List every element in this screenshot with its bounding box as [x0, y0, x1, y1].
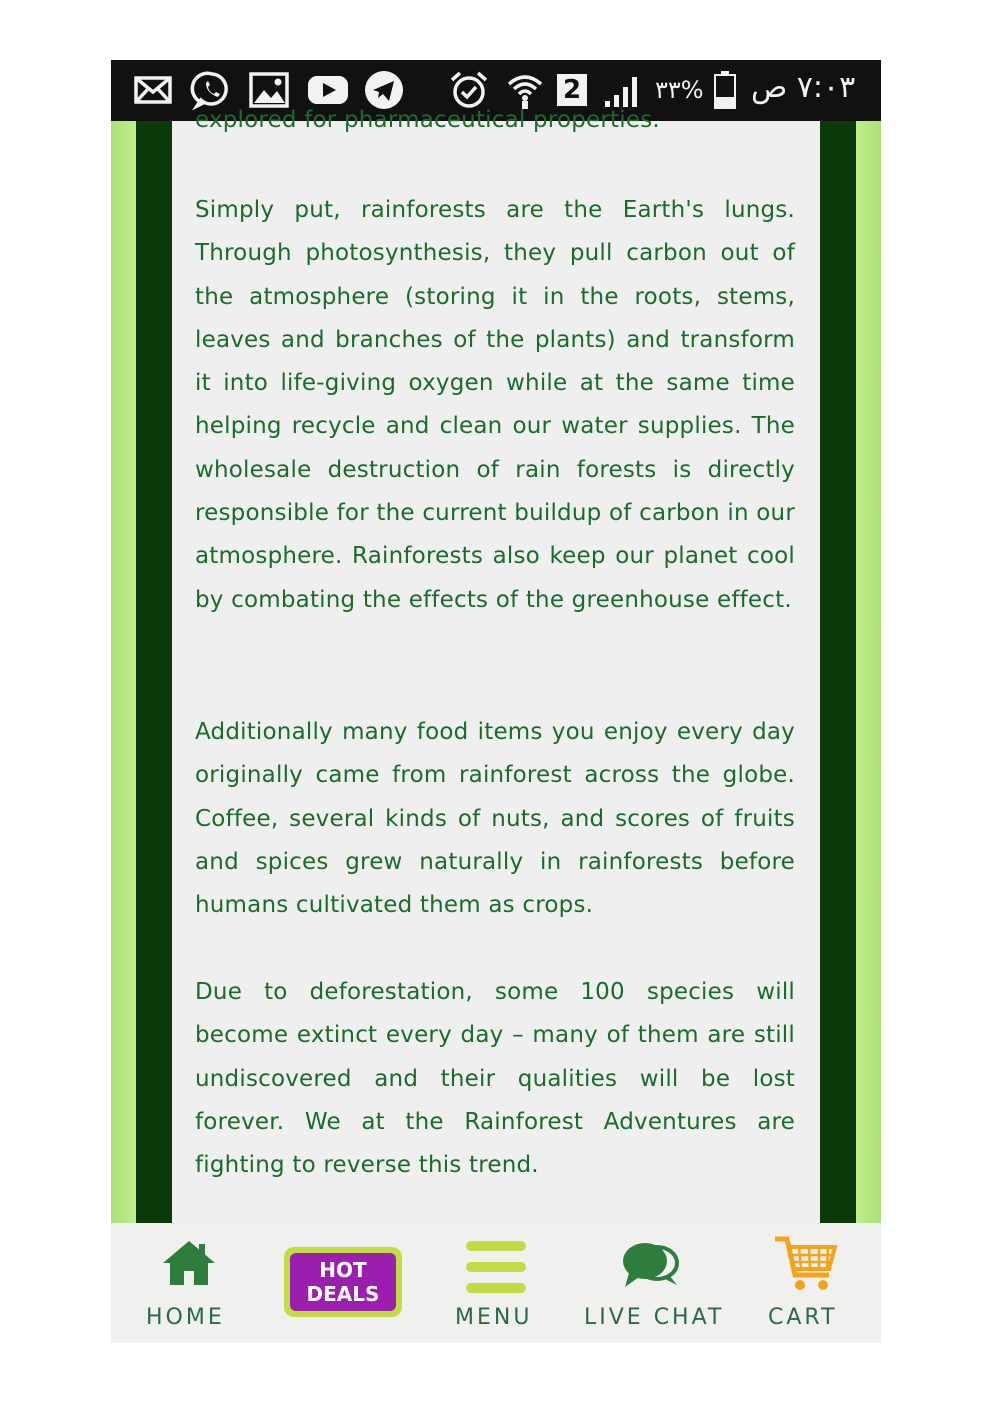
nav-cart-button[interactable] [761, 1223, 871, 1343]
nav-cart-label: CART [768, 1305, 838, 1330]
chat-icon [621, 1239, 681, 1295]
battery-percent: ٣٣% [655, 76, 704, 104]
clock: ٧:٠٣ ص [751, 70, 856, 105]
nav-menu-button[interactable] [441, 1223, 551, 1343]
nav-home-button[interactable] [131, 1223, 251, 1343]
mail-icon [133, 70, 173, 110]
background-edge-left [111, 121, 136, 1223]
nav-live-chat-button[interactable] [581, 1223, 731, 1343]
phone-screen [111, 60, 881, 1343]
hot-deals-button[interactable] [284, 1247, 402, 1317]
frame-right [820, 121, 856, 1223]
cart-icon [773, 1235, 839, 1299]
menu-icon [466, 1241, 526, 1297]
hot-deals-line-2: DEALS [306, 1282, 380, 1306]
home-icon [161, 1239, 217, 1291]
article-cut-line: explored for pharmaceutical properties. [195, 107, 660, 133]
article-content[interactable] [172, 107, 820, 1223]
nav-home-label: HOME [146, 1305, 225, 1330]
article-paragraph-3: Due to deforestation, some 100 species will become extinct every day – many of them are still undiscovered and their qualities will be lost forever. We at the Rainforest Adventures are fighting to reverse this trend. [195, 979, 795, 1179]
bottom-nav [111, 1223, 881, 1343]
nav-live-chat-label: LIVE CHAT [584, 1305, 725, 1330]
nav-menu-label: MENU [455, 1305, 533, 1330]
sim-label: 2 [562, 75, 582, 105]
article-paragraph-2: Additionally many food items you enjoy every day originally came from rainforest across the globe. Coffee, several kinds of nuts, and scores of fruits and spices grew naturally in rainforests before humans cultivated them as crops. [195, 719, 795, 919]
frame-left [136, 121, 172, 1223]
hot-deals-badge [290, 1253, 396, 1311]
article-paragraph-1: Simply put, rainforests are the Earth's lungs. Through photosynthesis, they pull carbon out of the atmosphere (storing it in the roots, stems, leaves and branches of the plants) and transform it into life-giving oxygen while at the same time helping recycle and clean our water supplies. The wholesale destruction of rain forests is directly responsible for the current buildup of carbon in our atmosphere. Rainforests also keep our planet cool by combating the effects of the greenhouse effect. [195, 197, 795, 613]
hot-deals-line-1: HOT [319, 1258, 367, 1282]
background-edge-right [856, 121, 881, 1223]
